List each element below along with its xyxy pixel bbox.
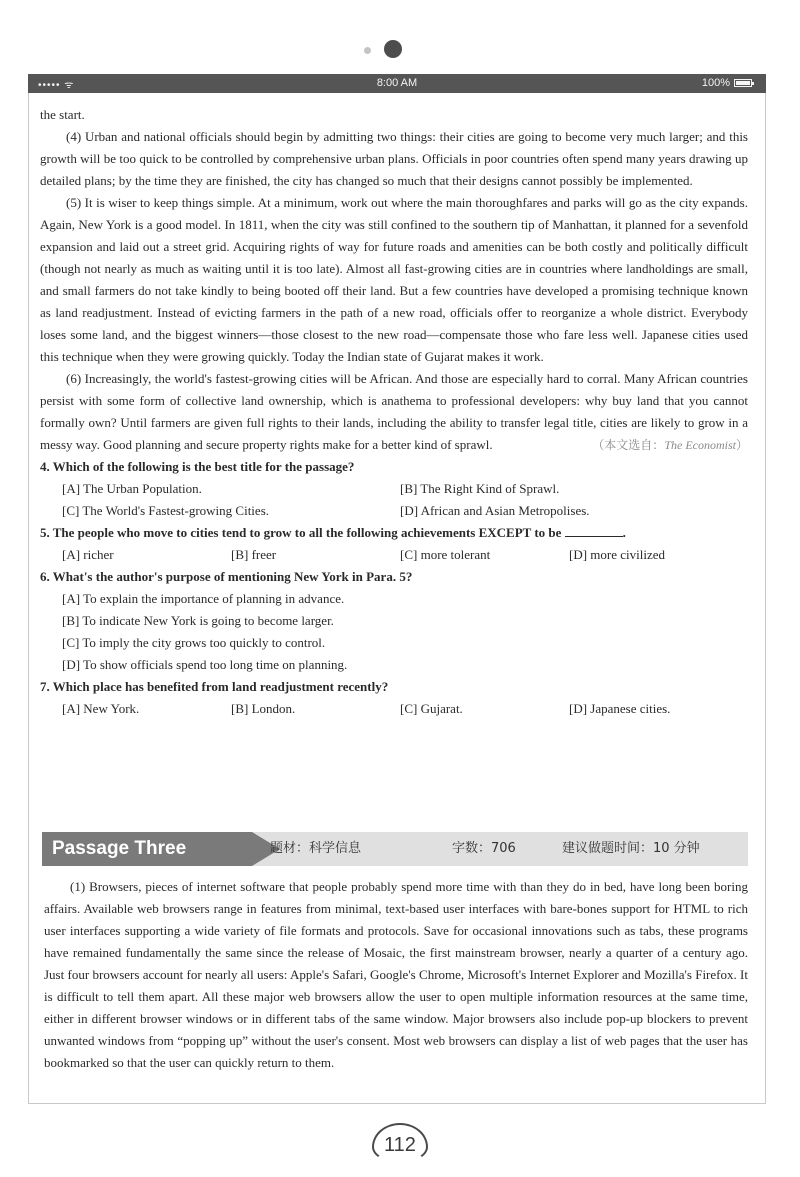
question-5-period: . — [622, 525, 626, 540]
option-d[interactable]: [D] Japanese cities. — [569, 701, 671, 716]
page-indicator — [0, 40, 800, 60]
signal-wifi-icon: ••••• ᯤ — [38, 80, 75, 91]
status-time: 8:00 AM — [376, 77, 418, 89]
option-b[interactable]: [B] To indicate New York is going to become larger. — [62, 613, 334, 628]
option-a[interactable]: [A] To explain the importance of planning in advance. — [62, 591, 345, 606]
option-a[interactable]: [A] richer — [62, 547, 114, 562]
passage-three-paragraph-1: (1) Browsers, pieces of internet software that people probably spend more time with than they do in bed, have long been boring affairs. Available web browsers range in features from minimal, text-based user interfaces with bare-bones support for HTML to rich user interfaces supporting a wide variety of file formats and protocols. Save for occasional innovations such as tabs, these programs have remained fundamentally the same since the release of Mosaic, the first mainstream browser, nearly a quarter of a century ago. Just four browsers account for nearly all users: Apple's Safari, Google's Chrome, Microsoft's Internet Explorer and Mozilla's Firefox. It is difficult to tell them apart. All these major web browsers allow the user to open multiple information resources at the same time, either in different browser windows or in different tabs of the same window. Major browsers also include pop-up blockers to prevent unwanted windows from “popping up” without the user's consent. Most web browsers can display a list of web pages that the user has bookmarked so that the user can quickly return to them. — [44, 879, 748, 1070]
paragraph-6 — [40, 368, 748, 456]
question-7: 7. Which place has benefited from land readjustment recently? — [40, 679, 389, 694]
answer-blank — [565, 524, 623, 537]
option-b[interactable]: [B] London. — [231, 701, 296, 716]
question-5-options — [40, 544, 748, 566]
option-a[interactable]: [A] The Urban Population. — [62, 481, 202, 496]
source-prefix: （本文选自： — [592, 438, 665, 452]
passage-title: Passage Three — [42, 832, 252, 866]
passage-banner — [42, 832, 748, 866]
question-5 — [40, 522, 748, 544]
option-d[interactable]: [D] African and Asian Metropolises. — [400, 503, 590, 518]
passage-suggested-time: 建议做题时间：10 分钟 — [562, 841, 700, 856]
paragraph-5: (5) It is wiser to keep things simple. At a minimum, work out where the main thoroughfares and parks will go as the city expands. Again, New York is a good model. In 1811, when the city was still confined to the southern tip of Manhattan, it planned for a sevenfold expansion and laid out a street grid. Acquiring rights of way for future roads and amenities can be both costly and politically difficult (though not nearly as much as waiting until it is too late). Almost all fast-growing cities are in countries where landholdings are small, and small farmers do not take kindly to being booted off their land. But a few countries have developed a promising technique known as land readjustment. Instead of evicting farmers in the path of a new road, officials offer to reorganize a whole district. Everybody loses some land, and the biggest winners—those closest to the new road—compensate those who fare less well. Japanese cities used this technique when they were growing quickly. Today the Indian state of Gujarat makes it work. — [40, 195, 748, 364]
question-6: 6. What's the author's purpose of mentioning New York in Para. 5? — [40, 569, 413, 584]
status-bar — [28, 74, 766, 93]
question-4-options-row2 — [40, 500, 748, 522]
source-title: The Economist — [664, 438, 736, 452]
option-c[interactable]: [C] Gujarat. — [400, 701, 463, 716]
option-a[interactable]: [A] New York. — [62, 701, 140, 716]
option-b[interactable]: [B] freer — [231, 547, 277, 562]
battery-icon — [734, 79, 752, 87]
source-suffix: ） — [735, 438, 748, 452]
passage-two-continued — [40, 104, 748, 720]
passage-word-count: 字数：706 — [452, 841, 516, 856]
option-d[interactable]: [D] To show officials spend too long time on planning. — [62, 657, 348, 672]
passage-topic: 题材：科学信息 — [270, 841, 362, 856]
page-number: 112 — [372, 1123, 428, 1163]
paragraph-6-text: (6) Increasingly, the world's fastest-growing cities will be African. And those are especially hard to corral. Many African countries persist with some form of collective land ownership, which is anathema to professional developers: why buy land that you cannot formally own? Until farmers are given full rights to their lands, including the ability to transfer legal title, cities are likely to grow in a messy way. Good planning and secure property rights make for a better kind of sprawl. — [40, 371, 748, 452]
option-b[interactable]: [B] The Right Kind of Sprawl. — [400, 481, 560, 496]
battery-percent: 100% — [701, 77, 730, 89]
question-4-options — [40, 478, 748, 500]
option-c[interactable]: [C] To imply the city grows too quickly to control. — [62, 635, 326, 650]
page-dot-inactive[interactable] — [364, 47, 371, 54]
paragraph-fragment: the start. — [40, 107, 85, 122]
question-4: 4. Which of the following is the best title for the passage? — [40, 459, 355, 474]
paragraph-4: (4) Urban and national officials should begin by admitting two things: their cities are going to become very much larger; and this growth will be too quick to be controlled by comprehensive urban plans. Officials in poor countries often spend many years drawing up detailed plans; by the time they are finished, the city has changed so much that their designs cannot possibly be implemented. — [40, 129, 748, 188]
question-5-stem: 5. The people who move to cities tend to grow to all the following achievements EXCEPT to be — [40, 525, 562, 540]
option-c[interactable]: [C] more tolerant — [400, 547, 491, 562]
question-7-options — [40, 698, 748, 720]
passage-three — [44, 876, 748, 1074]
page-dot-active[interactable] — [384, 40, 402, 58]
option-c[interactable]: [C] The World's Fastest-growing Cities. — [62, 503, 269, 518]
option-d[interactable]: [D] more civilized — [569, 547, 666, 562]
source-citation — [566, 434, 748, 456]
battery-indicator — [702, 77, 752, 89]
